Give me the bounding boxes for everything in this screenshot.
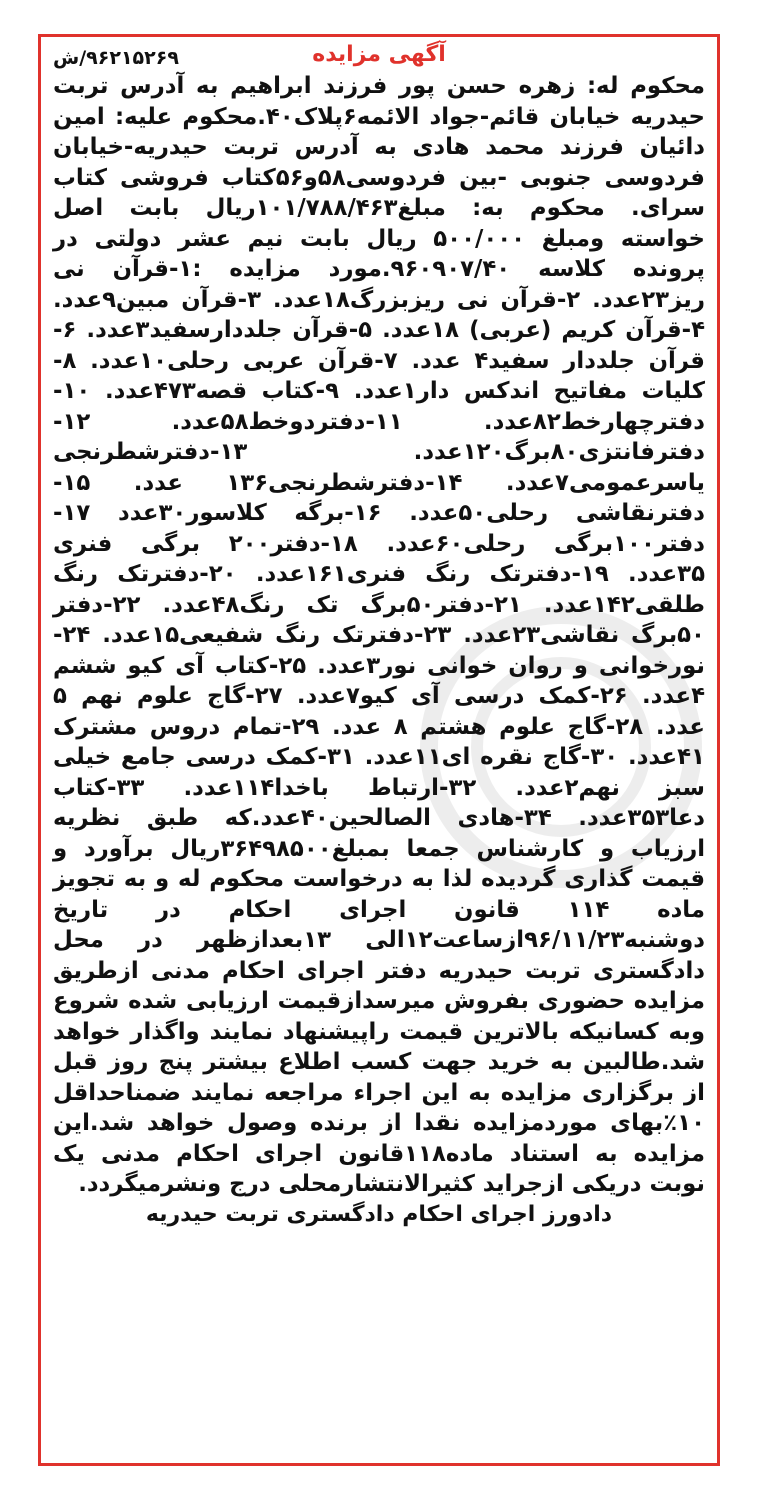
ad-title: آگهی مزایده [312, 42, 446, 67]
ad-header [53, 41, 705, 69]
ad-content [53, 41, 705, 1230]
ad-body: محکوم له: زهره حسن پور فرزند ابراهیم به آدرس تربت حیدریه خیابان قائم-جواد الائمه۶پلاک۴۰.محکوم علیه: امین دائیان فرزند محمد هادی به آدرس تربت حیدریه-خیابان فردوسی جنوبی -بین فردوسی۵۸و۵۶کتاب فروشی کتاب سرای. محکوم به: مبلغ۱۰۱/۷۸۸/۴۶۳ریال بابت اصل خواسته ومبلغ ۵۰۰/۰۰۰ ریال بابت نیم عشر دولتی در پرونده کلاسه ۹۶۰۹۰۷/۴۰.مورد مزایده :۱-قرآن نی ریز۲۳عدد. ۲-قرآن نی ریزبزرگ۱۸عدد. ۳-قرآن مبین۹عدد. ۴-قرآن کریم (عربی) ۱۸عدد. ۵-قرآن جلددارسفید۳عدد. ۶-قرآن جلددار سفید۴ عدد. ۷-قرآن عربی رحلی۱۰عدد. ۸-کلیات مفاتیح اندکس دار۱عدد. ۹-کتاب قصه۴۷۳عدد. ۱۰-دفترچهارخط۸۲عدد. ۱۱-دفتردوخط۵۸عدد. ۱۲-دفترفانتزی۸۰برگ۱۲۰عدد. ۱۳-دفترشطرنجی یاسرعمومی۷عدد. ۱۴-دفترشطرنجی۱۳۶ عدد. ۱۵-دفترنقاشی رحلی۵۰عدد. ۱۶-برگه کلاسور۳۰عدد ۱۷-دفتر۱۰۰برگی رحلی۶۰عدد. ۱۸-دفتر۲۰۰ برگی فنری ۳۵عدد. ۱۹-دفترتک رنگ فنری۱۶۱عدد. ۲۰-دفترتک رنگ طلقی۱۴۲عدد. ۲۱-دفتر۵۰برگ تک رنگ۴۸عدد. ۲۲-دفتر ۵۰برگ نقاشی۲۳عدد. ۲۳-دفترتک رنگ شفیعی۱۵عدد. ۲۴-نورخوانی و روان خوانی نور۳عدد. ۲۵-کتاب آی کیو ششم ۴عدد. ۲۶-کمک درسی آی کیو۷عدد. ۲۷-گاج علوم نهم ۵ عدد. ۲۸-گاج علوم هشتم ۸ عدد. ۲۹-تمام دروس مشترک ۴۱عدد. ۳۰-گاج نقره ای۱۱عدد. ۳۱-کمک درسی جامع خیلی سبز نهم۲عدد. ۳۲-ارتباط باخدا۱۱۴عدد. ۳۳-کتاب دعا۳۵۳عدد. ۳۴-هادی الصالحین۴۰عدد.که طبق نظریه ارزیاب و کارشناس جمعا بمبلغ۳۶۴۹۸۵۰۰ریال برآورد و قیمت گذاری گردیده لذا به درخواست محکوم له و به تجویز ماده ۱۱۴ قانون اجرای احکام در تاریخ دوشنبه۹۶/۱۱/۲۳ازساعت۱۲الی ۱۳بعدازظهر در محل دادگستری تربت حیدریه دفتر اجرای احکام مدنی ازطریق مزایده حضوری بفروش میرسدازقیمت ارزیابی شده شروع وبه کسانیکه بالاترین قیمت راپیشنهاد نمایند واگذار خواهد شد.طالبین به خرید جهت کسب اطلاع بیشتر پنج روز قبل از برگزاری مزایده به این اجراء مراجعه نمایند ضمناحداقل ۱۰٪بهای موردمزایده نقدا از برنده وصول خواهد شد.این مزایده به استناد ماده۱۱۸قانون اجرای احکام مدنی یک نوبت دریکی ازجراید کثیرالانتشارمحلی درج ونشرمیگردد. [53, 73, 706, 1197]
ad-footer-signature: دادورز اجرای احکام دادگستری تربت حیدریه [145, 1201, 613, 1227]
ad-code: ۹۶۲۱۵۲۶۹/ش [53, 47, 179, 69]
ad-frame [38, 34, 720, 1466]
